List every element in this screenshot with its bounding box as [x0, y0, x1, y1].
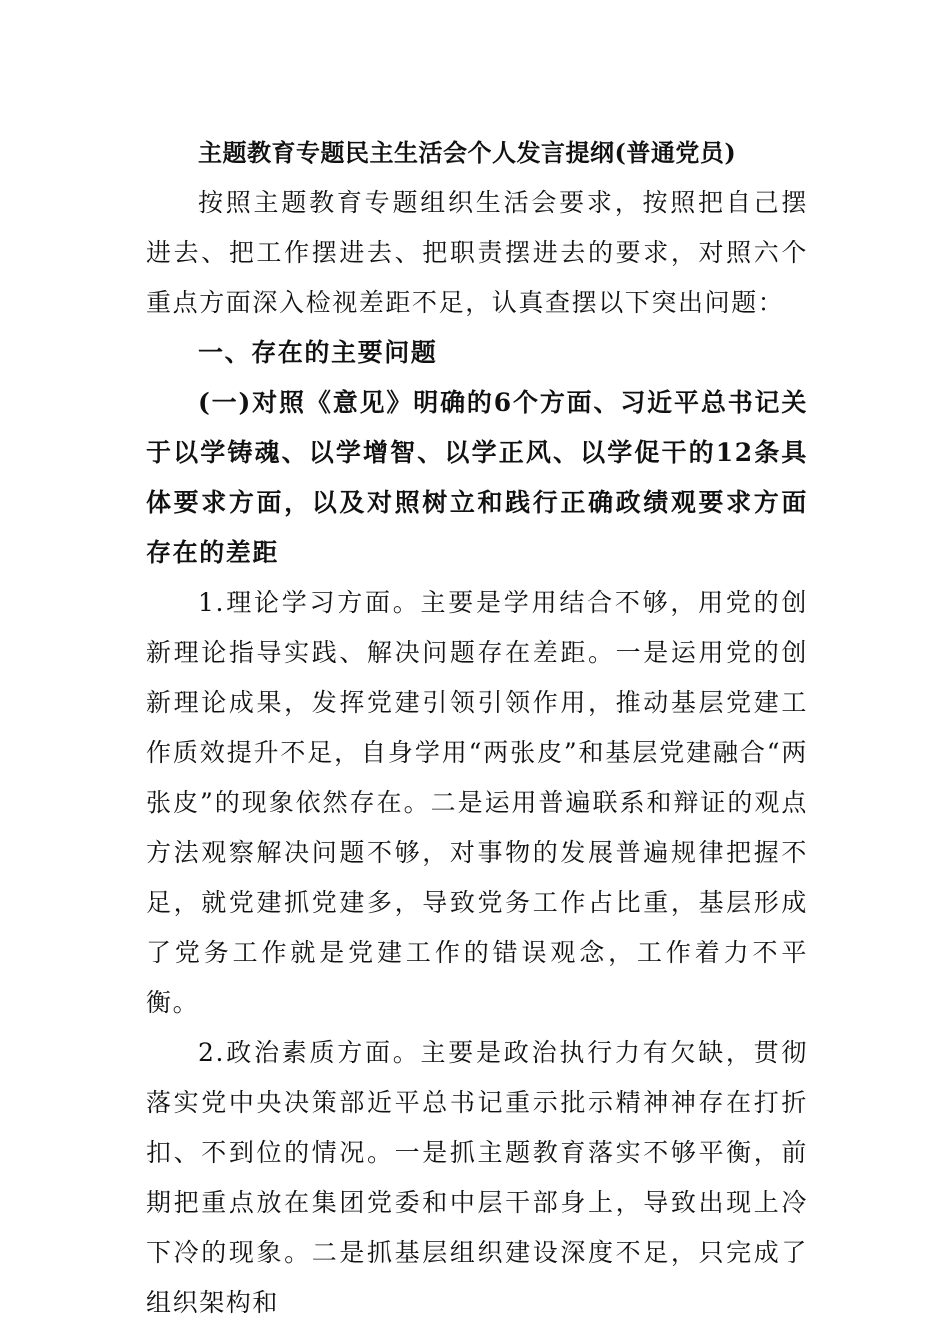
item-political-quality: 2.政治素质方面。主要是政治执行力有欠缺，贯彻落实党中央决策部近平总书记重示批示精神神存在打折扣、不到位的情况。一是抓主题教育落实不够平衡，前期把重点放在集团党委和中层干部身上，导致出现上冷下冷的现象。二是抓基层组织建设深度不足，只完成了组织架构和: [146, 1038, 808, 1317]
intro-paragraph: 按照主题教育专题组织生活会要求，按照把自己摆进去、把工作摆进去、把职责摆进去的要求，对照六个重点方面深入检视差距不足，认真查摆以下突出问题：: [146, 188, 808, 317]
subsection-heading-gaps: (一)对照《意见》明确的6个方面、习近平总书记关于以学铸魂、以学增智、以学正风、以学促干的12条具体要求方面，以及对照树立和践行正确政绩观要求方面存在的差距: [146, 388, 808, 567]
item-theory-study: 1.理论学习方面。主要是学用结合不够，用党的创新理论指导实践、解决问题存在差距。一是运用党的创新理论成果，发挥党建引领引领作用，推动基层党建工作质效提升不足，自身学用“两张皮”和基层党建融合“两张皮”的现象依然存在。二是运用普遍联系和辩证的观点方法观察解决问题不够，对事物的发展普遍规律把握不足，就党建抓党建多，导致党务工作占比重，基层形成了党务工作就是党建工作的错误观念，工作着力不平衡。: [146, 588, 808, 1017]
section-heading-problems: 一、存在的主要问题: [198, 338, 438, 367]
document-page: [146, 128, 808, 1328]
document-title: 主题教育专题民主生活会个人发言提纲(普通党员): [198, 138, 737, 167]
